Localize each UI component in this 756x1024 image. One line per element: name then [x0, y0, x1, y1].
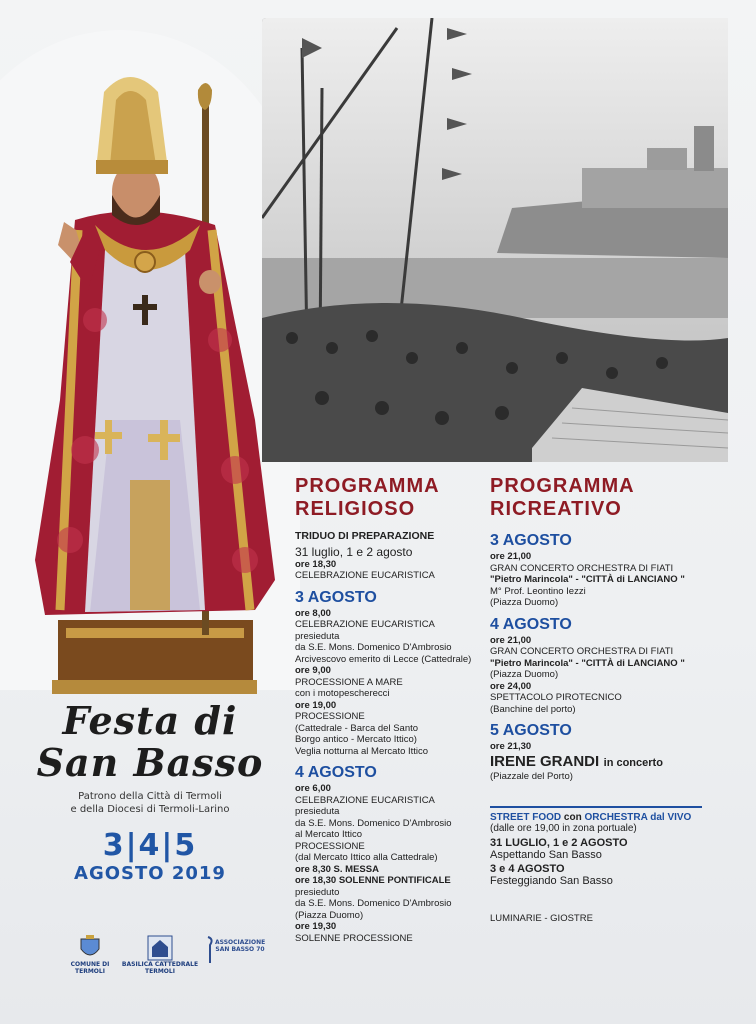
patron-line1: Patrono della Città di Termoli [78, 791, 222, 802]
street-food-title-b: con [563, 812, 582, 823]
basilica-logo-line1: BASILICA CATTEDRALE [121, 961, 199, 968]
coat-of-arms-icon [79, 935, 101, 961]
day5-artist-suffix: in concerto [603, 756, 663, 769]
program-line: ore 18,30 SOLENNE PONTIFICALE [295, 875, 451, 886]
program-line: PROCESSIONE A MARE [295, 676, 403, 688]
comune-logo-line2: TERMOLI [75, 968, 105, 975]
program-line: presieduta [295, 806, 340, 817]
religioso-day3-date: 3 AGOSTO [295, 588, 377, 606]
street-food-title-a: STREET FOOD [490, 812, 562, 823]
program-line: (Banchine del porto) [490, 703, 576, 715]
program-line: ore 19,00 [295, 699, 337, 711]
triduo-event: CELEBRAZIONE EUCARISTICA [295, 570, 435, 581]
ricreativo-day4-list [490, 635, 720, 716]
program-line: SPETTACOLO PIROTECNICO [490, 692, 622, 703]
patron-line2: e della Diocesi di Termoli-Larino [70, 804, 230, 815]
program-line: SOLENNE PROCESSIONE [295, 932, 413, 944]
program-line: PROCESSIONE [295, 840, 365, 852]
program-line: ore 24,00 [490, 680, 532, 692]
street-food-block [490, 806, 702, 925]
program-line: presieduto [295, 886, 340, 898]
program-line: con i motopescherecci [295, 688, 390, 699]
festa-title-line1: Festa di [62, 698, 238, 743]
program-line: CELEBRAZIONE EUCARISTICA [295, 619, 435, 630]
ricreativo-heading-line2: RICREATIVO [490, 498, 622, 520]
triduo-dates: 31 luglio, 1 e 2 agosto [295, 544, 413, 559]
program-line: Arcivescovo emerito di Lecce (Cattedrale) [295, 653, 472, 665]
program-line: da S.E. Mons. Domenico D'Ambrosio [295, 642, 452, 653]
festival-dates: 3|4|5 [102, 828, 198, 863]
associazione-line2: SAN BASSO 70 [215, 946, 265, 953]
day5-artist-row [490, 753, 720, 771]
program-line: da S.E. Mons. Domenico D'Ambrosio [295, 817, 452, 829]
street-food-dates1: 31 LUGLIO, 1 e 2 AGOSTO [490, 837, 628, 849]
program-line: (dal Mercato Ittico alla Cattedrale) [295, 852, 438, 863]
historic-harbor-photo [262, 18, 728, 462]
triduo-title: TRIDUO DI PREPARAZIONE [295, 530, 435, 542]
day5-artist: IRENE GRANDI [490, 752, 600, 770]
program-line: ore 21,00 [490, 634, 532, 646]
triduo-time: ore 18,30 [295, 558, 337, 570]
program-line: presieduta [295, 630, 340, 642]
ricreativo-heading-line1: PROGRAMMA [490, 475, 635, 497]
bishop-staff-icon [201, 935, 215, 965]
program-line: ore 8,30 S. MESSA [295, 863, 379, 875]
comune-logo-line1: COMUNE DI [70, 961, 110, 968]
program-line: (Piazza Duomo) [490, 669, 559, 680]
festa-title-line2: San Basso [36, 740, 264, 785]
saint-statue-image [0, 0, 300, 700]
basilica-logo [120, 935, 200, 975]
street-food-note: (dalle ore 19,00 in zona portuale) [490, 823, 637, 834]
luminarie-footer: LUMINARIE - GIOSTRE [490, 913, 593, 924]
basilica-logo-line2: TERMOLI [145, 968, 175, 975]
program-line: GRAN CONCERTO ORCHESTRA DI FIATI [490, 646, 674, 657]
street-food-title [490, 812, 702, 823]
program-line: CELEBRAZIONE EUCARISTICA [295, 794, 435, 806]
sponsor-logos [70, 935, 270, 985]
religioso-heading-line1: PROGRAMMA [295, 475, 440, 497]
program-line: ore 21,00 [490, 551, 532, 562]
ricreativo-day5-date: 5 AGOSTO [490, 722, 572, 739]
street-food-event2: Festeggiando San Basso [490, 875, 613, 887]
religioso-day3-list [295, 608, 485, 758]
program-line: M° Prof. Leontino Iezzi [490, 585, 586, 597]
program-line: Veglia notturna al Mercato Ittico [295, 745, 429, 757]
comune-termoli-logo [70, 935, 110, 975]
program-line: al Mercato Ittico [295, 829, 363, 840]
program-line: GRAN CONCERTO ORCHESTRA DI FIATI [490, 562, 674, 574]
festival-month-year: AGOSTO 2019 [74, 863, 226, 884]
religioso-day4-list [295, 783, 485, 944]
street-food-title-c: ORCHESTRA dal VIVO [584, 812, 692, 823]
programma-ricreativo [490, 475, 720, 925]
associazione-line1: ASSOCIAZIONE [215, 939, 266, 946]
day5-time: ore 21,30 [490, 741, 532, 752]
program-line: da S.E. Mons. Domenico D'Ambrosio [295, 898, 452, 909]
ricreativo-day3-date: 3 AGOSTO [490, 532, 572, 549]
religioso-day4-date: 4 AGOSTO [295, 764, 377, 781]
program-line: (Piazza Duomo) [295, 909, 364, 921]
program-line: ore 19,30 [295, 921, 337, 932]
religioso-heading-line2: RELIGIOSO [295, 498, 416, 520]
programma-religioso [295, 475, 485, 944]
street-food-event1: Aspettando San Basso [490, 849, 602, 861]
street-food-dates2: 3 e 4 AGOSTO [490, 863, 565, 875]
program-line: (Cattedrale - Barca del Santo [295, 722, 419, 734]
ricreativo-day4-date: 4 AGOSTO [490, 615, 572, 633]
program-line: "Pietro Marincola" - "CITTÀ di LANCIANO " [490, 574, 685, 585]
cathedral-icon [147, 935, 173, 961]
program-line: Borgo antico - Mercato Ittico) [295, 734, 417, 745]
day5-place: (Piazzale del Porto) [490, 770, 573, 782]
festa-title-block [0, 700, 300, 784]
program-line: PROCESSIONE [295, 711, 365, 722]
program-line: "Pietro Marincola" - "CITTÀ di LANCIANO " [490, 657, 685, 669]
ricreativo-day3-list [490, 551, 720, 609]
program-line: (Piazza Duomo) [490, 597, 559, 608]
program-line: ore 8,00 [295, 607, 331, 619]
dates-block [0, 828, 300, 884]
patron-text [0, 790, 300, 816]
program-line: ore 6,00 [295, 783, 331, 794]
associazione-logo [205, 939, 265, 953]
program-line: ore 9,00 [295, 665, 331, 676]
